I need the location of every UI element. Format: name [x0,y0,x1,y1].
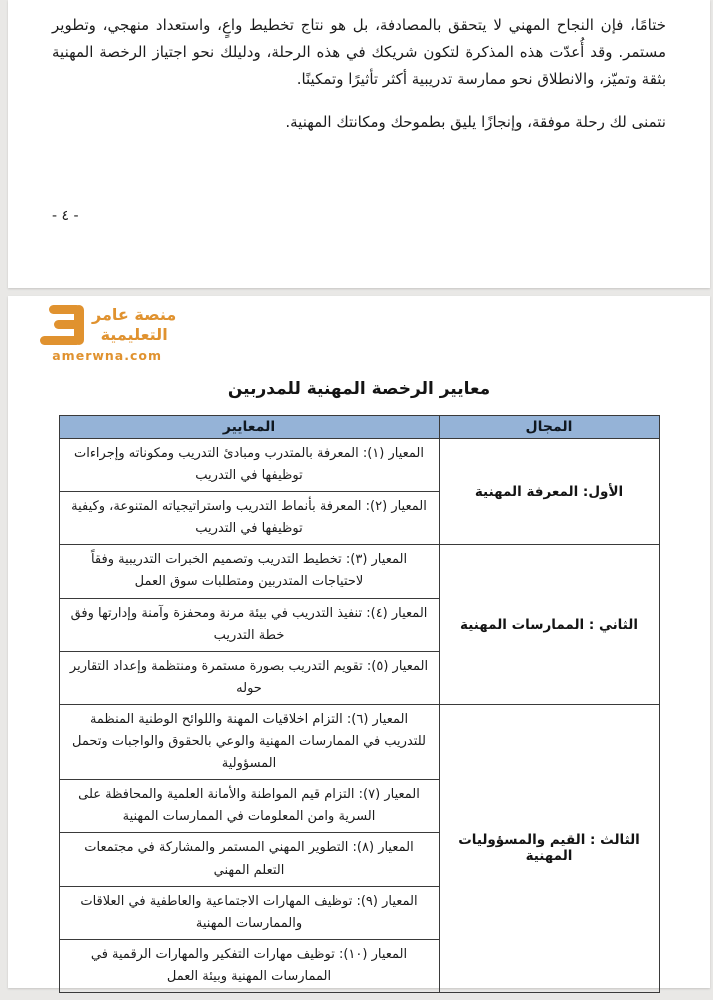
table-header-row [59,416,659,439]
amerwna-logo-icon [38,304,84,346]
standards-column-header: المعايير [59,416,439,439]
wish-paragraph: نتمنى لك رحلة موفقة، وإنجازًا يليق بطموحك ومكانتك المهنية. [285,113,666,131]
logo-text-line1: منصة عامر [92,305,177,324]
standard-cell-2: المعيار (٢): المعرفة بأنماط التدريب واستراتيجياته المتنوعة، وكيفية توظيفها في التدريب [59,492,439,545]
table-row [59,545,659,598]
standards-table [59,415,660,993]
logo-url: amerwna.com [52,348,163,363]
standard-cell-1: المعيار (١): المعرفة بالمتدرب ومبادئ التدريب ومكوناته وإجراءات توظيفها في التدريب [59,439,439,492]
page-text [8,0,710,288]
domain-cell-knowledge: الأول: المعرفة المهنية [439,439,659,545]
standard-cell-9: المعيار (٩): توظيف المهارات الاجتماعية والعاطفية في العلاقات والممارسات المهنية [59,886,439,939]
domain-column-header: المجال [439,416,659,439]
standard-cell-10: المعيار (١٠): توظيف مهارات التفكير والمهارات الرقمية في الممارسات المهنية وبيئة العمل [59,939,439,992]
standard-cell-6: المعيار (٦): التزام اخلاقيات المهنة واللوائح الوطنية المنظمة للتدريب في الممارسات المهنية والوعي بالحقوق والواجبات وتحمل المسؤولية [59,704,439,779]
page-number: - ٤ - [52,208,79,224]
table-row [59,439,659,492]
standard-cell-8: المعيار (٨): التطوير المهني المستمر والمشاركة في مجتمعات التعلم المهني [59,833,439,886]
standard-cell-5: المعيار (٥): تقويم التدريب بصورة مستمرة ومنتظمة وإعداد التقارير حوله [59,651,439,704]
page-table [8,296,710,988]
closing-paragraph: ختامًا، فإن النجاح المهني لا يتحقق بالمصادفة، بل هو نتاج تخطيط واعٍ، واستعداد منهجي، وتطوير مستمر. وقد أُعدّت هذه المذكرة لتكون شريكك في هذه الرحلة، ودليلك نحو اجتياز الرخصة المهنية بثقة وتميّز، والانطلاق نحو ممارسة تدريبية أكثر تأثيرًا وتمكينًا. [52,16,666,88]
domain-cell-values: الثالث : القيم والمسؤوليات المهنية [439,704,659,992]
table-row [59,704,659,779]
logo-text-line2: التعليمية [100,325,168,344]
standard-cell-3: المعيار (٣): تخطيط التدريب وتصميم الخبرات التدريبية وفقاً لاحتياجات المتدربين ومتطلبات سوق العمل [59,545,439,598]
table-title: معايير الرخصة المهنية للمدربين [227,379,491,399]
amerwna-logo-text [92,305,176,345]
domain-cell-practices: الثاني : الممارسات المهنية [439,545,659,705]
body-text [52,12,666,136]
standard-cell-7: المعيار (٧): التزام قيم المواطنة والأمانة العلمية والمحافظة على السرية وامن المعلومات في الممارسات المهنية [59,780,439,833]
amerwna-logo-top [38,304,176,346]
standard-cell-4: المعيار (٤): تنفيذ التدريب في بيئة مرنة ومحفزة وآمنة وإدارتها وفق خطة التدريب [59,598,439,651]
amerwna-logo [38,304,176,363]
